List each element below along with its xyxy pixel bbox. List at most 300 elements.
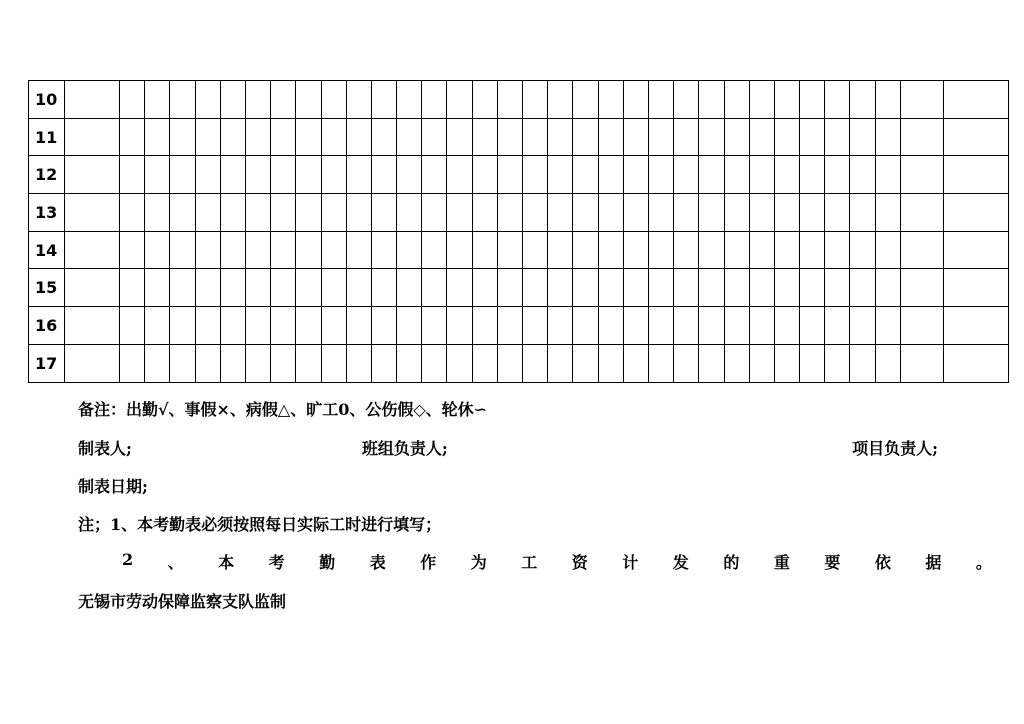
attendance-cell[interactable]	[271, 231, 296, 269]
attendance-cell[interactable]	[573, 194, 598, 232]
attendance-cell[interactable]	[573, 231, 598, 269]
attendance-cell[interactable]	[472, 81, 497, 119]
attendance-cell[interactable]	[774, 344, 799, 382]
attendance-cell[interactable]	[271, 156, 296, 194]
attendance-cell[interactable]	[648, 269, 673, 307]
attendance-cell[interactable]	[598, 118, 623, 156]
attendance-cell[interactable]	[548, 194, 573, 232]
attendance-cell[interactable]	[674, 344, 699, 382]
attendance-cell[interactable]	[120, 344, 145, 382]
attendance-cell[interactable]	[724, 194, 749, 232]
attendance-cell[interactable]	[548, 118, 573, 156]
attendance-cell[interactable]	[724, 307, 749, 345]
attendance-cell[interactable]	[825, 118, 850, 156]
attendance-cell[interactable]	[523, 156, 548, 194]
attendance-cell[interactable]	[724, 156, 749, 194]
attendance-cell[interactable]	[900, 81, 943, 119]
attendance-cell[interactable]	[195, 344, 220, 382]
attendance-cell[interactable]	[523, 194, 548, 232]
row-number: 17	[29, 344, 65, 382]
attendance-cell[interactable]	[447, 118, 472, 156]
attendance-cell[interactable]	[245, 81, 270, 119]
attendance-cell[interactable]	[346, 344, 371, 382]
attendance-cell[interactable]	[371, 344, 396, 382]
attendance-cell[interactable]	[800, 194, 825, 232]
attendance-cell[interactable]	[497, 307, 522, 345]
date-line	[78, 474, 948, 497]
attendance-cell[interactable]	[220, 156, 245, 194]
attendance-cell[interactable]	[749, 81, 774, 119]
attendance-cell[interactable]	[195, 156, 220, 194]
attendance-cell[interactable]	[548, 307, 573, 345]
attendance-cell[interactable]	[271, 81, 296, 119]
attendance-cell[interactable]	[220, 118, 245, 156]
row-number: 16	[29, 307, 65, 345]
attendance-cell[interactable]	[195, 118, 220, 156]
attendance-cell[interactable]	[598, 81, 623, 119]
attendance-cell[interactable]	[245, 231, 270, 269]
attendance-cell[interactable]	[724, 231, 749, 269]
attendance-cell[interactable]	[271, 344, 296, 382]
attendance-cell[interactable]	[346, 269, 371, 307]
attendance-cell[interactable]	[245, 118, 270, 156]
attendance-cell[interactable]	[245, 344, 270, 382]
note-2-char: 。	[975, 553, 992, 572]
attendance-cell[interactable]	[749, 344, 774, 382]
attendance-cell[interactable]	[497, 81, 522, 119]
attendance-cell[interactable]	[699, 194, 724, 232]
attendance-cell[interactable]	[774, 194, 799, 232]
attendance-cell[interactable]	[447, 194, 472, 232]
attendance-cell[interactable]	[397, 307, 422, 345]
note-1	[78, 512, 948, 535]
attendance-cell[interactable]	[321, 118, 346, 156]
attendance-cell[interactable]	[346, 81, 371, 119]
attendance-cell[interactable]	[674, 231, 699, 269]
attendance-cell[interactable]	[296, 118, 321, 156]
attendance-cell[interactable]	[497, 156, 522, 194]
table-row	[29, 269, 1009, 307]
attendance-cell[interactable]	[749, 269, 774, 307]
attendance-cell[interactable]	[523, 231, 548, 269]
note-2-char: 计	[622, 553, 639, 572]
row-number: 12	[29, 156, 65, 194]
attendance-cell[interactable]	[598, 269, 623, 307]
note-2-char: 作	[420, 553, 437, 572]
attendance-cell[interactable]	[825, 307, 850, 345]
attendance-cell[interactable]	[170, 269, 195, 307]
attendance-cell[interactable]	[800, 307, 825, 345]
attendance-cell[interactable]	[220, 81, 245, 119]
attendance-cell[interactable]	[422, 81, 447, 119]
attendance-cell[interactable]	[674, 194, 699, 232]
attendance-cell[interactable]	[674, 81, 699, 119]
attendance-cell[interactable]	[245, 194, 270, 232]
attendance-cell[interactable]	[699, 307, 724, 345]
attendance-cell[interactable]	[120, 118, 145, 156]
attendance-cell[interactable]	[774, 231, 799, 269]
note-2-char: 工	[521, 553, 538, 572]
date-label: 制表日期;	[78, 477, 148, 496]
attendance-cell[interactable]	[699, 156, 724, 194]
attendance-cell[interactable]	[623, 118, 648, 156]
attendance-cell[interactable]	[422, 307, 447, 345]
attendance-cell[interactable]	[875, 344, 900, 382]
attendance-cell[interactable]	[623, 307, 648, 345]
attendance-cell[interactable]	[371, 156, 396, 194]
attendance-cell[interactable]	[699, 231, 724, 269]
attendance-cell[interactable]	[271, 194, 296, 232]
attendance-cell[interactable]	[145, 307, 170, 345]
attendance-cell[interactable]	[548, 269, 573, 307]
attendance-cell[interactable]	[800, 269, 825, 307]
attendance-cell[interactable]	[875, 118, 900, 156]
attendance-cell[interactable]	[774, 81, 799, 119]
attendance-cell[interactable]	[850, 118, 875, 156]
attendance-cell[interactable]	[943, 81, 1008, 119]
attendance-cell[interactable]	[65, 118, 120, 156]
attendance-cell[interactable]	[145, 194, 170, 232]
attendance-cell[interactable]	[800, 81, 825, 119]
attendance-cell[interactable]	[699, 269, 724, 307]
attendance-cell[interactable]	[296, 307, 321, 345]
attendance-cell[interactable]	[472, 194, 497, 232]
attendance-cell[interactable]	[875, 81, 900, 119]
attendance-cell[interactable]	[120, 231, 145, 269]
attendance-cell[interactable]	[346, 194, 371, 232]
attendance-cell[interactable]	[648, 231, 673, 269]
attendance-cell[interactable]	[170, 118, 195, 156]
attendance-cell[interactable]	[900, 307, 943, 345]
attendance-cell[interactable]	[825, 81, 850, 119]
attendance-cell[interactable]	[749, 307, 774, 345]
table-row	[29, 156, 1009, 194]
attendance-cell[interactable]	[65, 307, 120, 345]
attendance-cell[interactable]	[397, 344, 422, 382]
attendance-cell[interactable]	[598, 344, 623, 382]
attendance-cell[interactable]	[170, 344, 195, 382]
attendance-cell[interactable]	[296, 344, 321, 382]
attendance-cell[interactable]	[120, 307, 145, 345]
attendance-cell[interactable]	[648, 344, 673, 382]
row-number: 15	[29, 269, 65, 307]
attendance-cell[interactable]	[943, 231, 1008, 269]
attendance-cell[interactable]	[397, 156, 422, 194]
attendance-cell[interactable]	[573, 344, 598, 382]
attendance-cell[interactable]	[749, 231, 774, 269]
attendance-cell[interactable]	[422, 118, 447, 156]
attendance-cell[interactable]	[623, 269, 648, 307]
attendance-cell[interactable]	[120, 194, 145, 232]
attendance-cell[interactable]	[674, 156, 699, 194]
attendance-cell[interactable]	[699, 344, 724, 382]
attendance-cell[interactable]	[195, 81, 220, 119]
attendance-cell[interactable]	[321, 344, 346, 382]
attendance-cell[interactable]	[774, 269, 799, 307]
attendance-cell[interactable]	[598, 156, 623, 194]
attendance-cell[interactable]	[548, 344, 573, 382]
attendance-cell[interactable]	[850, 194, 875, 232]
attendance-cell[interactable]	[800, 231, 825, 269]
attendance-cell[interactable]	[850, 156, 875, 194]
attendance-cell[interactable]	[523, 81, 548, 119]
attendance-cell[interactable]	[875, 156, 900, 194]
attendance-cell[interactable]	[497, 231, 522, 269]
attendance-cell[interactable]	[422, 156, 447, 194]
attendance-cell[interactable]	[648, 81, 673, 119]
attendance-cell[interactable]	[943, 118, 1008, 156]
attendance-cell[interactable]	[497, 269, 522, 307]
attendance-cell[interactable]	[371, 307, 396, 345]
attendance-cell[interactable]	[900, 156, 943, 194]
attendance-cell[interactable]	[724, 81, 749, 119]
attendance-cell[interactable]	[497, 194, 522, 232]
attendance-cell[interactable]	[65, 81, 120, 119]
attendance-cell[interactable]	[825, 269, 850, 307]
preparer-label: 制表人;	[78, 439, 132, 458]
attendance-cell[interactable]	[120, 81, 145, 119]
attendance-cell[interactable]	[346, 307, 371, 345]
attendance-cell[interactable]	[145, 231, 170, 269]
attendance-cell[interactable]	[774, 156, 799, 194]
attendance-cell[interactable]	[573, 156, 598, 194]
attendance-cell[interactable]	[523, 307, 548, 345]
attendance-cell[interactable]	[774, 118, 799, 156]
attendance-cell[interactable]	[749, 194, 774, 232]
attendance-cell[interactable]	[271, 269, 296, 307]
attendance-cell[interactable]	[195, 269, 220, 307]
attendance-cell[interactable]	[523, 269, 548, 307]
attendance-cell[interactable]	[447, 307, 472, 345]
attendance-cell[interactable]	[371, 118, 396, 156]
attendance-cell[interactable]	[523, 344, 548, 382]
attendance-cell[interactable]	[623, 344, 648, 382]
attendance-cell[interactable]	[749, 118, 774, 156]
attendance-cell[interactable]	[472, 156, 497, 194]
attendance-cell[interactable]	[220, 307, 245, 345]
attendance-cell[interactable]	[65, 269, 120, 307]
attendance-cell[interactable]	[220, 231, 245, 269]
attendance-cell[interactable]	[825, 344, 850, 382]
attendance-cell[interactable]	[850, 231, 875, 269]
attendance-cell[interactable]	[145, 118, 170, 156]
attendance-cell[interactable]	[321, 156, 346, 194]
attendance-cell[interactable]	[447, 269, 472, 307]
attendance-cell[interactable]	[573, 269, 598, 307]
attendance-cell[interactable]	[245, 307, 270, 345]
attendance-cell[interactable]	[623, 156, 648, 194]
attendance-cell[interactable]	[245, 156, 270, 194]
attendance-cell[interactable]	[943, 269, 1008, 307]
attendance-cell[interactable]	[648, 156, 673, 194]
attendance-cell[interactable]	[170, 231, 195, 269]
attendance-cell[interactable]	[850, 269, 875, 307]
attendance-table	[28, 80, 1009, 383]
attendance-cell[interactable]	[65, 194, 120, 232]
attendance-cell[interactable]	[598, 194, 623, 232]
attendance-cell[interactable]	[371, 194, 396, 232]
attendance-cell[interactable]	[825, 156, 850, 194]
attendance-cell[interactable]	[850, 307, 875, 345]
attendance-cell[interactable]	[296, 81, 321, 119]
attendance-cell[interactable]	[195, 307, 220, 345]
attendance-cell[interactable]	[472, 344, 497, 382]
attendance-cell[interactable]	[145, 156, 170, 194]
attendance-cell[interactable]	[749, 156, 774, 194]
attendance-cell[interactable]	[497, 118, 522, 156]
attendance-cell[interactable]	[497, 344, 522, 382]
attendance-cell[interactable]	[371, 269, 396, 307]
attendance-cell[interactable]	[800, 156, 825, 194]
attendance-cell[interactable]	[774, 307, 799, 345]
attendance-cell[interactable]	[170, 81, 195, 119]
note-2	[78, 550, 996, 573]
attendance-cell[interactable]	[195, 194, 220, 232]
attendance-cell[interactable]	[170, 307, 195, 345]
attendance-cell[interactable]	[145, 344, 170, 382]
attendance-cell[interactable]	[850, 81, 875, 119]
attendance-cell[interactable]	[422, 231, 447, 269]
attendance-cell[interactable]	[523, 118, 548, 156]
attendance-cell[interactable]	[548, 231, 573, 269]
attendance-cell[interactable]	[397, 118, 422, 156]
attendance-cell[interactable]	[296, 156, 321, 194]
note-2-char: 、	[167, 553, 184, 572]
attendance-cell[interactable]	[170, 194, 195, 232]
attendance-cell[interactable]	[573, 118, 598, 156]
row-number: 10	[29, 81, 65, 119]
attendance-cell[interactable]	[900, 344, 943, 382]
attendance-cell[interactable]	[943, 156, 1008, 194]
attendance-cell[interactable]	[900, 118, 943, 156]
attendance-cell[interactable]	[724, 269, 749, 307]
attendance-cell[interactable]	[65, 156, 120, 194]
attendance-cell[interactable]	[296, 194, 321, 232]
attendance-cell[interactable]	[321, 81, 346, 119]
attendance-cell[interactable]	[623, 81, 648, 119]
attendance-cell[interactable]	[648, 307, 673, 345]
attendance-cell[interactable]	[447, 156, 472, 194]
attendance-cell[interactable]	[120, 156, 145, 194]
attendance-cell[interactable]	[220, 194, 245, 232]
attendance-cell[interactable]	[296, 231, 321, 269]
attendance-cell[interactable]	[422, 269, 447, 307]
attendance-cell[interactable]	[397, 81, 422, 119]
signature-line	[78, 436, 948, 459]
note-2-char: 据	[925, 553, 942, 572]
attendance-cell[interactable]	[943, 194, 1008, 232]
attendance-cell[interactable]	[321, 269, 346, 307]
note-2-char: 的	[723, 553, 740, 572]
attendance-cell[interactable]	[850, 344, 875, 382]
note-2-char: 为	[470, 553, 487, 572]
attendance-cell[interactable]	[573, 81, 598, 119]
attendance-cell[interactable]	[598, 307, 623, 345]
legend-text: 备注：出勤√、事假×、病假△、旷工0、公伤假◇、轮休∽	[78, 400, 488, 419]
attendance-cell[interactable]	[271, 118, 296, 156]
attendance-cell[interactable]	[548, 156, 573, 194]
attendance-cell[interactable]	[472, 118, 497, 156]
attendance-cell[interactable]	[170, 156, 195, 194]
note-2-char: 本	[218, 553, 235, 572]
attendance-cell[interactable]	[220, 344, 245, 382]
row-number: 14	[29, 231, 65, 269]
attendance-cell[interactable]	[321, 194, 346, 232]
attendance-cell[interactable]	[472, 269, 497, 307]
attendance-cell[interactable]	[648, 118, 673, 156]
attendance-cell[interactable]	[245, 269, 270, 307]
attendance-cell[interactable]	[674, 118, 699, 156]
attendance-cell[interactable]	[296, 269, 321, 307]
attendance-cell[interactable]	[271, 307, 296, 345]
attendance-cell[interactable]	[447, 231, 472, 269]
attendance-cell[interactable]	[875, 194, 900, 232]
attendance-cell[interactable]	[623, 231, 648, 269]
attendance-cell[interactable]	[699, 118, 724, 156]
project-leader-label: 项目负责人;	[852, 439, 938, 458]
attendance-cell[interactable]	[800, 118, 825, 156]
attendance-cell[interactable]	[800, 344, 825, 382]
attendance-cell[interactable]	[548, 81, 573, 119]
attendance-cell[interactable]	[397, 231, 422, 269]
attendance-cell[interactable]	[900, 269, 943, 307]
attendance-cell[interactable]	[422, 344, 447, 382]
attendance-cell[interactable]	[321, 307, 346, 345]
attendance-cell[interactable]	[145, 269, 170, 307]
attendance-cell[interactable]	[346, 156, 371, 194]
attendance-cell[interactable]	[321, 231, 346, 269]
attendance-cell[interactable]	[371, 81, 396, 119]
attendance-cell[interactable]	[447, 81, 472, 119]
attendance-cell[interactable]	[900, 194, 943, 232]
row-number: 13	[29, 194, 65, 232]
attendance-cell[interactable]	[674, 269, 699, 307]
attendance-cell[interactable]	[120, 269, 145, 307]
attendance-cell[interactable]	[397, 194, 422, 232]
attendance-cell[interactable]	[573, 307, 598, 345]
attendance-cell[interactable]	[699, 81, 724, 119]
attendance-cell[interactable]	[875, 231, 900, 269]
attendance-cell[interactable]	[724, 118, 749, 156]
attendance-cell[interactable]	[943, 307, 1008, 345]
attendance-cell[interactable]	[195, 231, 220, 269]
attendance-cell[interactable]	[900, 231, 943, 269]
attendance-cell[interactable]	[825, 194, 850, 232]
attendance-cell[interactable]	[447, 344, 472, 382]
attendance-cell[interactable]	[825, 231, 850, 269]
attendance-cell[interactable]	[346, 231, 371, 269]
attendance-cell[interactable]	[397, 269, 422, 307]
attendance-cell[interactable]	[472, 231, 497, 269]
attendance-cell[interactable]	[145, 81, 170, 119]
attendance-cell[interactable]	[65, 231, 120, 269]
attendance-cell[interactable]	[598, 231, 623, 269]
attendance-cell[interactable]	[943, 344, 1008, 382]
attendance-cell[interactable]	[371, 231, 396, 269]
attendance-cell[interactable]	[65, 344, 120, 382]
attendance-cell[interactable]	[346, 118, 371, 156]
attendance-cell[interactable]	[220, 269, 245, 307]
attendance-cell[interactable]	[674, 307, 699, 345]
attendance-cell[interactable]	[422, 194, 447, 232]
attendance-cell[interactable]	[623, 194, 648, 232]
attendance-cell[interactable]	[472, 307, 497, 345]
table-row	[29, 344, 1009, 382]
attendance-cell[interactable]	[875, 269, 900, 307]
attendance-cell[interactable]	[648, 194, 673, 232]
attendance-cell[interactable]	[724, 344, 749, 382]
attendance-cell[interactable]	[875, 307, 900, 345]
